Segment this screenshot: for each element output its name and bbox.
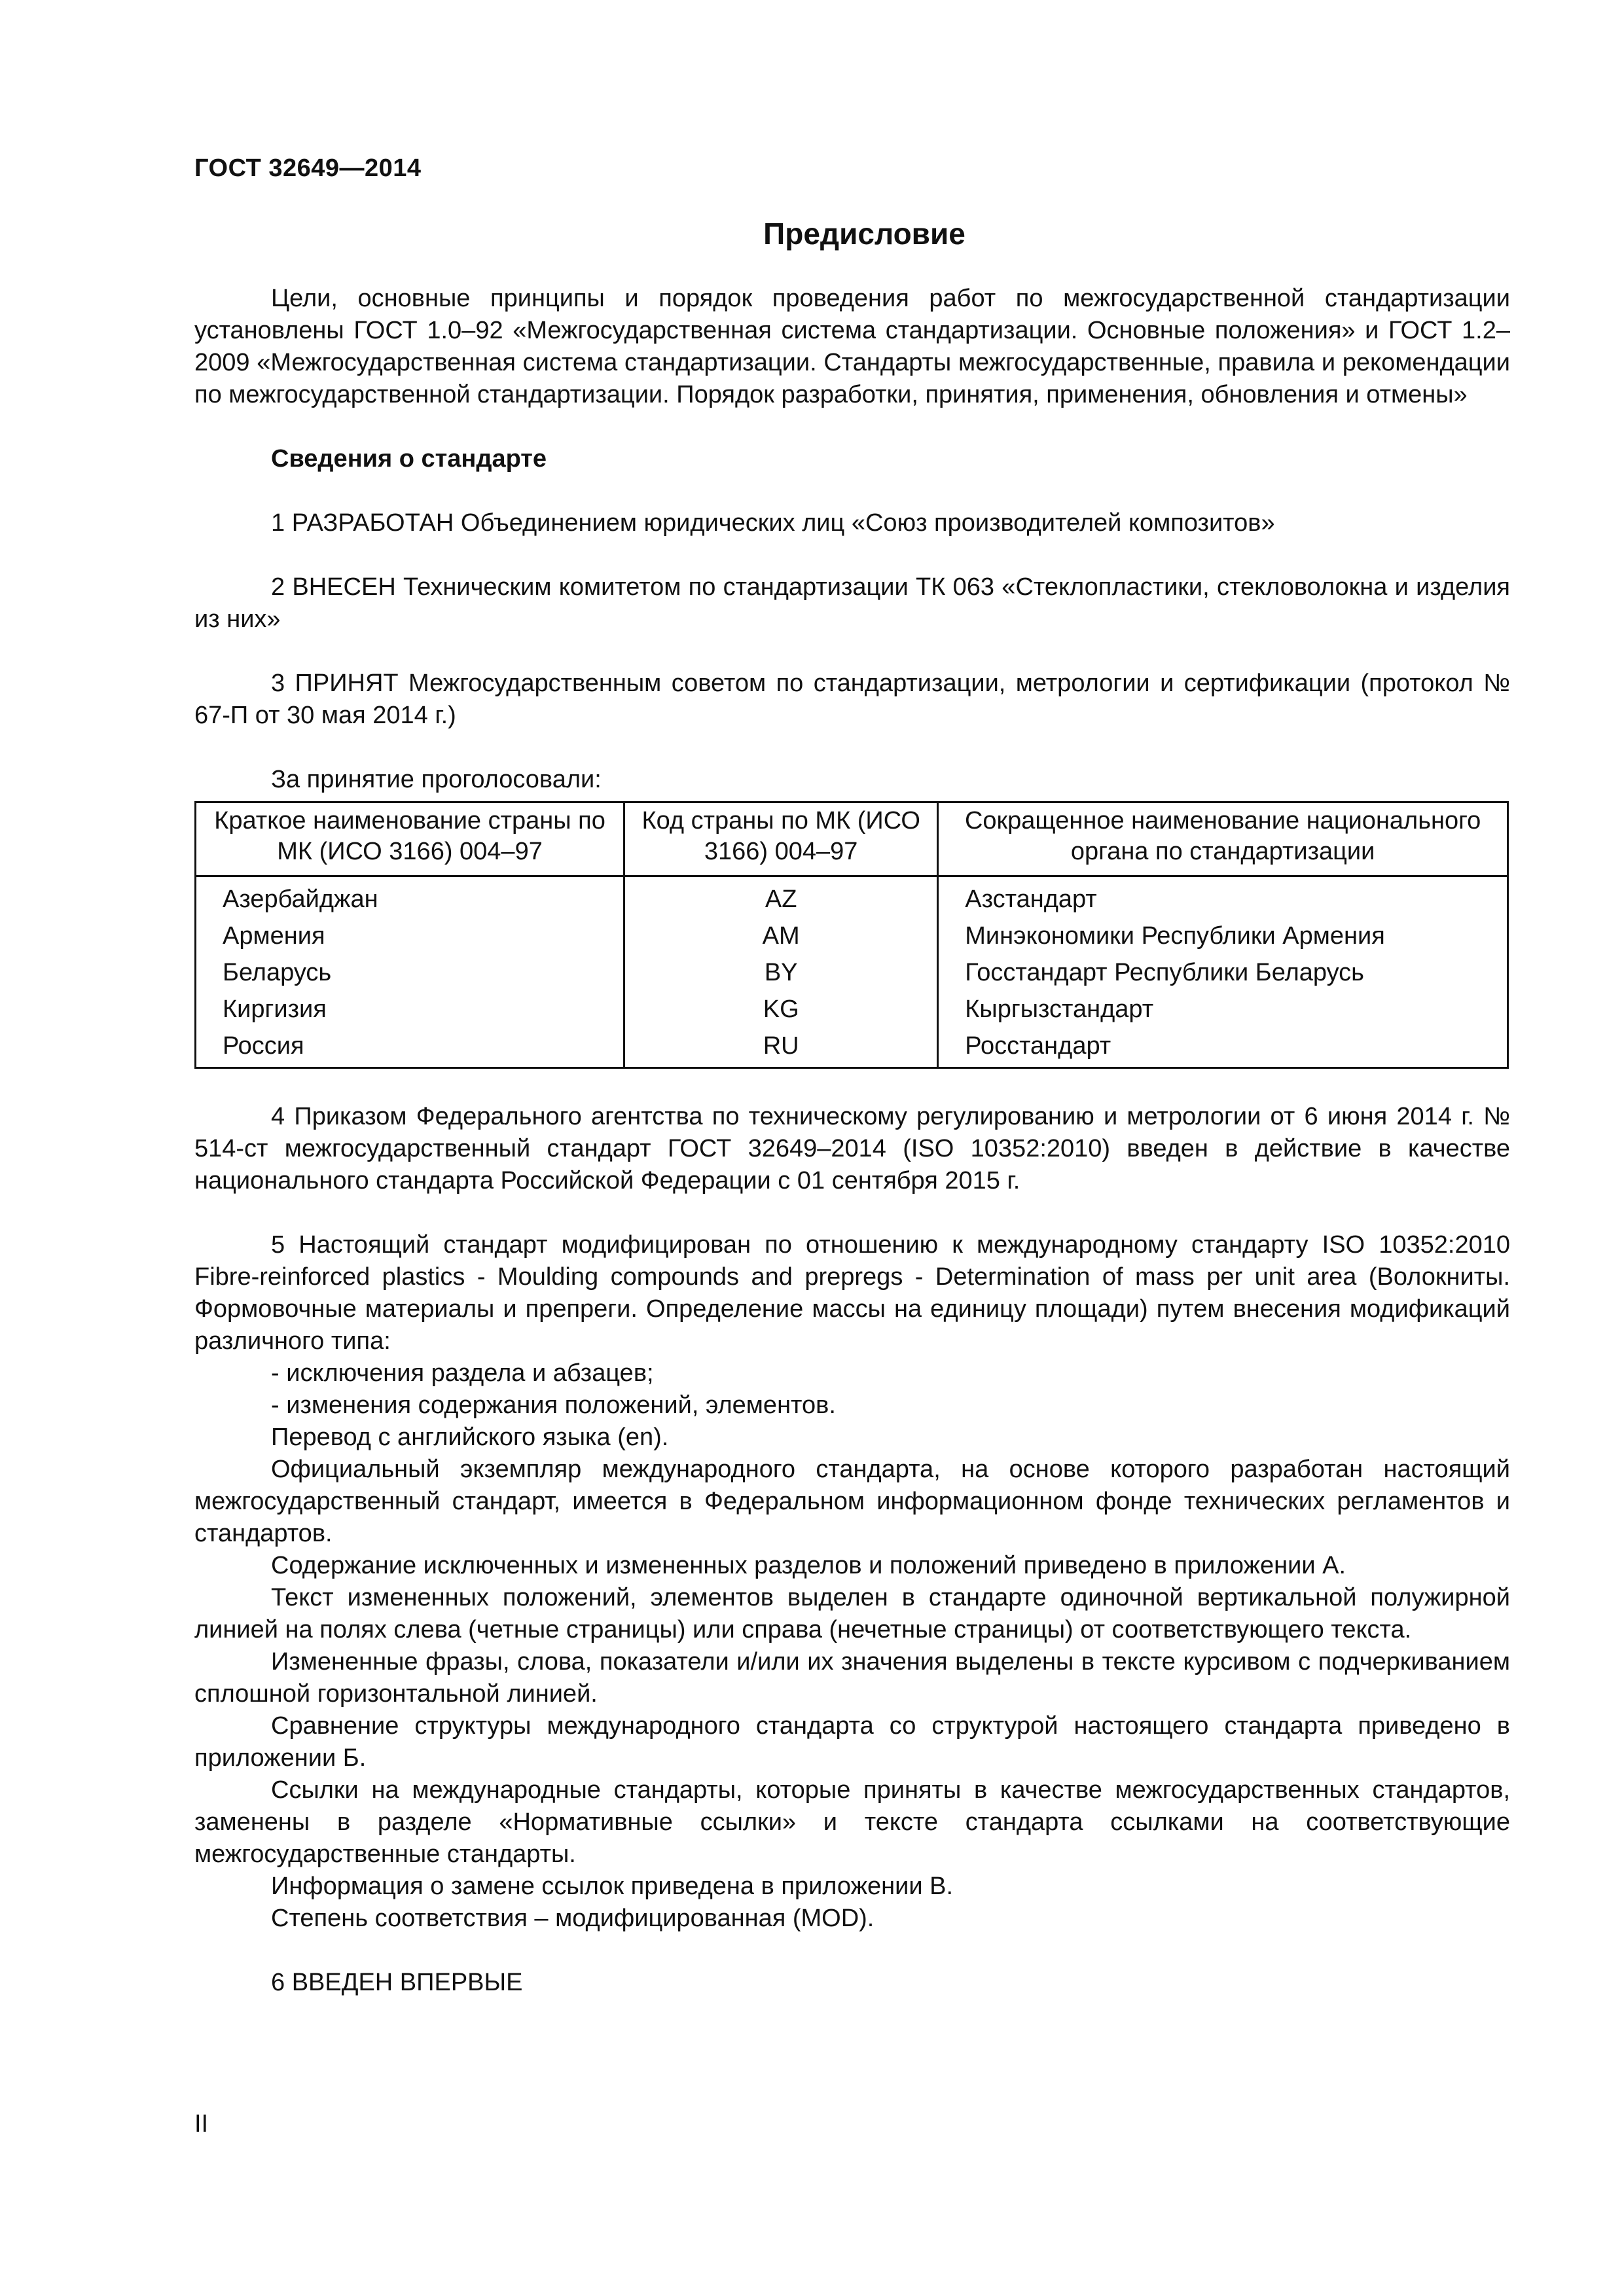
list-item: - исключения раздела и абзацев; — [271, 1359, 654, 1387]
code-cell: RU — [624, 1028, 938, 1068]
country-cell: Азербайджан — [196, 876, 624, 918]
country-cell: Беларусь — [196, 954, 624, 991]
country-cell: Киргизия — [196, 991, 624, 1028]
body-cell: Госстандарт Республики Беларусь — [938, 954, 1508, 991]
official-copy-note: Официальный экземпляр международного стандарта, на основе которого разработан настоящий межгосударственный стандарт, имеется в Федеральном информационном фонде технических регламентов и стандартов. — [194, 1456, 1510, 1547]
info-heading: Сведения о стандарте — [271, 445, 547, 473]
page-title: Предисловие — [763, 217, 965, 251]
translation-note: Перевод с английского языка (en). — [271, 1424, 669, 1451]
item-1-developed: 1 РАЗРАБОТАН Объединением юридических лиц «Союз производителей композитов» — [271, 509, 1275, 537]
table-row — [196, 1028, 1508, 1068]
document-id-header: ГОСТ 32649—2014 — [194, 154, 422, 182]
country-cell: Россия — [196, 1028, 624, 1068]
replacement-info-note: Информация о замене ссылок приведена в приложении В. — [271, 1873, 954, 1900]
table-row — [196, 954, 1508, 991]
body-cell: Азстандарт — [938, 876, 1508, 918]
excluded-sections-note: Содержание исключенных и измененных разделов и положений приведено в приложении А. — [271, 1552, 1346, 1579]
header-body: Сокращенное наименование национального органа по стандартизации — [938, 802, 1508, 876]
structure-comparison-note: Сравнение структуры международного стандарта со структурой настоящего стандарта приведено в приложении Б. — [194, 1712, 1510, 1772]
degree-of-correspondence: Степень соответствия – модифицированная (MOD). — [271, 1905, 875, 1932]
vote-intro: За принятие проголосовали: — [271, 766, 602, 793]
code-cell: KG — [624, 991, 938, 1028]
page-number: II — [194, 2110, 209, 2138]
country-cell: Армения — [196, 918, 624, 954]
table-row — [196, 876, 1508, 918]
item-2-submitted: 2 ВНЕСЕН Техническим комитетом по стандартизации ТК 063 «Стеклопластики, стекловолокна и изделия из них» — [194, 573, 1510, 633]
table-row — [196, 991, 1508, 1028]
body-cell: Минэкономики Республики Армения — [938, 918, 1508, 954]
table-row — [196, 918, 1508, 954]
header-country: Краткое наименование страны по МК (ИСО 3166) 004–97 — [196, 802, 624, 876]
intro-paragraph: Цели, основные принципы и порядок проведения работ по межгосударственной стандартизации установлены ГОСТ 1.0–92 «Межгосударственная система стандартизации. Основные положения» и ГОСТ 1.2–2009 «Межгосударственная система стандартизации. Стандарты межгосударственные, правила и рекомендации по межгосударственной стандартизации. Порядок разработки, принятия, применения, обновления и отмены» — [194, 285, 1510, 408]
body-cell: Росстандарт — [938, 1028, 1508, 1068]
document-body — [194, 283, 1510, 1999]
list-item: - изменения содержания положений, элементов. — [271, 1391, 836, 1419]
code-cell: AM — [624, 918, 938, 954]
code-cell: BY — [624, 954, 938, 991]
references-note: Ссылки на международные стандарты, которые приняты в качестве межгосударственных стандартов, заменены в разделе «Нормативные ссылки» и тексте стандарта ссылками на соответствующие межгосударственные стандарты. — [194, 1776, 1510, 1868]
table-header-row — [196, 802, 1508, 876]
item-4-order: 4 Приказом Федерального агентства по техническому регулированию и метрологии от 6 июня 2014 г. № 514-ст межгосударственный стандарт ГОСТ 32649–2014 (ISO 10352:2010) введен в действие в качестве национального стандарта Российской Федерации с 01 сентября 2015 г. — [194, 1103, 1510, 1194]
voting-table — [194, 801, 1509, 1069]
item-3-adopted: 3 ПРИНЯТ Межгосударственным советом по стандартизации, метрологии и сертификации (протокол № 67-П от 30 мая 2014 г.) — [194, 670, 1510, 729]
marking-note: Текст измененных положений, элементов выделен в стандарте одиночной вертикальной полужирной линией на полях слева (четные страницы) или справа (нечетные страницы) от соответствующего текста. — [194, 1584, 1510, 1643]
code-cell: AZ — [624, 876, 938, 918]
header-code: Код страны по МК (ИСО 3166) 004–97 — [624, 802, 938, 876]
item-6-introduced: 6 ВВЕДЕН ВПЕРВЫЕ — [271, 1969, 523, 1996]
changed-phrases-note: Измененные фразы, слова, показатели и/или их значения выделены в тексте курсивом с подчеркиванием сплошной горизонтальной линией. — [194, 1648, 1510, 1708]
body-cell: Кыргызстандарт — [938, 991, 1508, 1028]
item-5-modified: 5 Настоящий стандарт модифицирован по отношению к международному стандарту ISO 10352:2010 Fibre-reinforced plastics - Moulding compounds and prepregs - Determination of mass per unit area (Волокниты. Формовочные материалы и препреги. Определение массы на единицу площади) путем внесения модификаций различного типа: — [194, 1231, 1510, 1355]
